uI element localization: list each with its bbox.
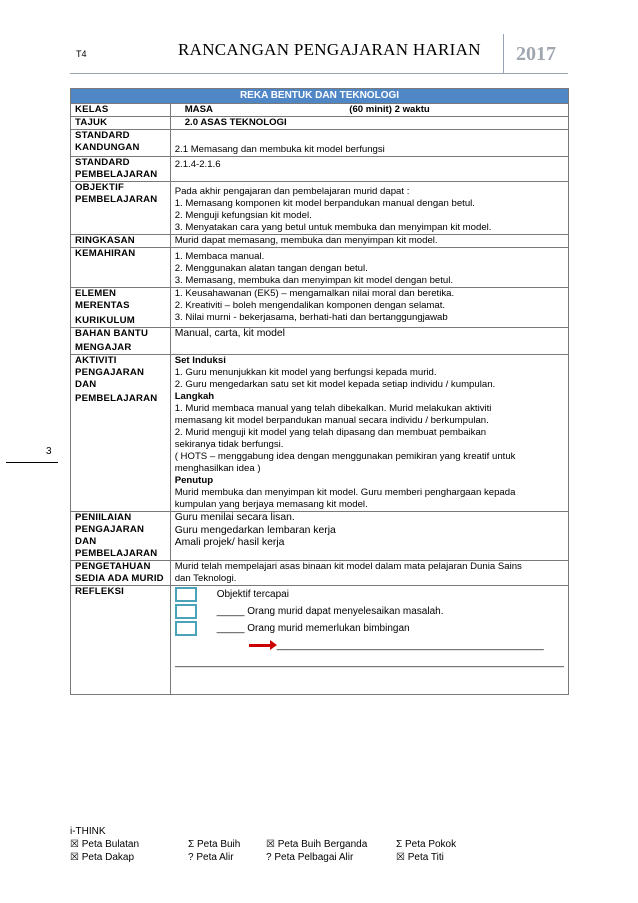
aktiviti-line: 1. Guru menunjukkan kit model yang berfungsi kepada murid. (174, 367, 437, 378)
penutup-heading: Penutup (174, 475, 214, 486)
elemen-line: 3. Nilai murni - bekerjasama, berhati-hati dan bertanggungjawab (174, 312, 448, 323)
ithink-item (70, 839, 188, 850)
objektif-line: Pada akhir pengajaran dan pembelajaran murid dapat : (174, 186, 410, 197)
sigma-icon: Σ (396, 839, 403, 850)
objektif-label-2: PEMBELAJARAN (75, 194, 158, 205)
row-standard-pembelajaran (71, 157, 569, 182)
objektif-value (170, 182, 568, 235)
row-ringkasan (71, 235, 569, 248)
penilaian-value (170, 512, 568, 561)
penilaian-line: Guru mengedarkan lembaran kerja (174, 524, 336, 536)
elemen-line: 1. Keusahawanan (EK5) – mengamalkan nilai moral dan beretika. (174, 288, 455, 299)
penilaian-label-1: PENIILAIAN (75, 512, 132, 523)
sk-text: 2.1 Memasang dan membuka kit model berfungsi (174, 144, 385, 155)
aktiviti-value (170, 355, 568, 512)
aktiviti-label-3: PEMBELAJARAN (75, 393, 158, 404)
ithink-item (70, 852, 188, 863)
page-number: 3 (46, 446, 52, 457)
kemahiran-line: 1. Membaca manual. (174, 251, 265, 262)
pengetahuan-line: Murid telah mempelajari asas binaan kit model dalam mata pelajaran Dunia Sains (174, 561, 522, 572)
sp-label-2: PEMBELAJARAN (75, 169, 158, 180)
ithink-label: Peta Buih Berganda (277, 839, 368, 850)
sk-label-1: STANDARD (75, 130, 130, 141)
ithink-footer (70, 826, 514, 863)
row-elemen (71, 288, 569, 328)
masa-value: (60 minit) 2 waktu (349, 104, 430, 115)
aktiviti-line: sekiranya tidak berfungsi. (174, 439, 284, 450)
ithink-item (396, 839, 514, 850)
masa-label: MASA (184, 104, 213, 115)
ithink-label: Peta Bulatan (81, 839, 140, 850)
tajuk-label: TAJUK (71, 117, 171, 130)
aktiviti-line: ( HOTS – menggabung idea dengan menggunakan pemikiran yang kreatif untuk (174, 451, 516, 462)
refleksi-line: ______________________________________________________________________ (174, 656, 564, 668)
ithink-label: Peta Alir (196, 852, 234, 863)
elemen-label-2: KURIKULUM (75, 315, 135, 326)
objektif-label (71, 182, 171, 235)
refleksi-line: Objektif tercapai (216, 588, 289, 600)
sp-value (170, 157, 568, 182)
kemahiran-line: 2. Menggunakan alatan tangan dengan betul. (174, 263, 368, 274)
row-objektif (71, 182, 569, 235)
aktiviti-line: Murid membuka dan menyimpan kit model. Guru memberi penghargaan kepada (174, 487, 516, 498)
objektif-line: 3. Menyatakan cara yang betul untuk membuka dan menyimpan kit model. (174, 222, 492, 233)
langkah-heading: Langkah (174, 391, 215, 402)
aktiviti-line: memasang kit model berpandukan manual secara individu / berkumpulan. (174, 415, 489, 426)
checkbox-icon[interactable] (175, 587, 197, 602)
objektif-label-1: OBJEKTIF (75, 182, 125, 193)
elemen-label (71, 288, 171, 328)
penilaian-line: Amali projek/ hasil kerja (174, 537, 285, 548)
aktiviti-label-2: PENGAJARAN DAN (75, 367, 145, 390)
lesson-plan-table (70, 88, 569, 686)
refleksi-value (170, 586, 568, 695)
aktiviti-label-1: AKTIVITI (75, 355, 117, 366)
bahan-label-2: MENGAJAR (75, 342, 132, 353)
header-title: RANCANGAN PENGAJARAN HARIAN (178, 40, 481, 59)
pengetahuan-label-1: PENGETAHUAN (75, 561, 151, 572)
bahan-label (71, 328, 171, 355)
arrow-right-icon (249, 644, 271, 647)
header-year: 2017 (503, 34, 568, 74)
kelas-label: KELAS (71, 104, 171, 117)
kemahiran-line: 3. Memasang, membuka dan menyimpan kit model dengan betul. (174, 275, 454, 286)
row-kelas (71, 104, 569, 117)
objektif-line: 1. Memasang komponen kit model berpandukan manual dengan betul. (174, 198, 475, 209)
checkbox-icon[interactable] (175, 604, 197, 619)
elemen-line: 2. Kreativiti – boleh mengendalikan komponen dengan selamat. (174, 300, 446, 311)
ithink-label: Peta Dakap (81, 852, 135, 863)
checkbox-icon: ☒ (70, 839, 79, 850)
row-refleksi (71, 586, 569, 695)
unknown-glyph-icon: ? (266, 852, 272, 863)
refleksi-label: REFLEKSI (71, 586, 171, 695)
bahan-label-1: BAHAN BANTU (75, 328, 149, 339)
ithink-label: Peta Pokok (404, 839, 457, 850)
row-bahan (71, 328, 569, 355)
checkbox-icon: ☒ (396, 852, 405, 863)
aktiviti-label (71, 355, 171, 512)
aktiviti-line: menghasilkan idea ) (174, 463, 261, 474)
aktiviti-line: 1. Murid membaca manual yang telah dibekalkan. Murid melakukan aktiviti (174, 403, 492, 414)
header-code: T4 (76, 49, 87, 59)
elemen-label-1: ELEMEN MERENTAS (75, 288, 130, 311)
pengetahuan-value (170, 561, 568, 586)
ringkasan-label: RINGKASAN (71, 235, 171, 248)
ithink-item (396, 852, 514, 863)
objektif-line: 2. Menguji kefungsian kit model. (174, 210, 312, 221)
sk-label-2: KANDUNGAN (75, 142, 140, 153)
tajuk-text: 2.0 ASAS TEKNOLOGI (184, 117, 287, 128)
ithink-label: Peta Pelbagai Alir (274, 852, 354, 863)
aktiviti-line: kumpulan yang berjaya memasang kit model. (174, 499, 368, 510)
row-aktiviti (71, 355, 569, 512)
ringkasan-value: Murid dapat memasang, membuka dan menyimpan kit model. (170, 235, 568, 248)
bahan-value: Manual, carta, kit model (170, 328, 568, 355)
row-standard-kandungan (71, 130, 569, 157)
sk-label (71, 130, 171, 157)
penilaian-label-3: PEMBELAJARAN (75, 548, 158, 559)
row-pengetahuan (71, 561, 569, 586)
sp-label-1: STANDARD (75, 157, 130, 168)
header-divider (70, 73, 568, 74)
refleksi-line: _____ Orang murid dapat menyelesaikan masalah. (216, 605, 444, 617)
refleksi-line: _____ Orang murid memerlukan bimbingan (216, 622, 410, 634)
penilaian-line: Guru menilai secara lisan. (174, 512, 295, 523)
refleksi-line: ________________________________________________ (276, 639, 544, 651)
ithink-label: Peta Buih (196, 839, 241, 850)
elemen-value (170, 288, 568, 328)
pengetahuan-label-2: SEDIA ADA MURID (75, 573, 164, 584)
tajuk-value (170, 117, 568, 130)
aktiviti-line: 2. Guru mengedarkan satu set kit model kepada setiap individu / kumpulan. (174, 379, 496, 390)
pengetahuan-line: dan Teknologi. (174, 573, 237, 584)
footer-title: i-THINK (70, 826, 106, 837)
row-penilaian (71, 512, 569, 561)
kemahiran-value (170, 248, 568, 288)
ithink-item (266, 852, 396, 863)
checkbox-icon: ☒ (266, 839, 275, 850)
pengetahuan-label (71, 561, 171, 586)
unknown-glyph-icon: ? (188, 852, 194, 863)
ithink-item (188, 852, 266, 863)
sigma-icon: Σ (188, 839, 195, 850)
sp-text: 2.1.4-2.1.6 (174, 159, 221, 170)
ithink-item (266, 839, 396, 850)
subject-banner: REKA BENTUK DAN TEKNOLOGI (71, 89, 569, 104)
page-number-rule (6, 462, 58, 463)
checkbox-icon[interactable] (175, 621, 197, 636)
page-header (70, 34, 568, 74)
row-tajuk (71, 117, 569, 130)
penilaian-label-2: PENGAJARAN DAN (75, 524, 145, 547)
kemahiran-label: KEMAHIRAN (71, 248, 171, 288)
penilaian-label (71, 512, 171, 561)
checkbox-icon: ☒ (70, 852, 79, 863)
set-induksi-heading: Set Induksi (174, 355, 226, 366)
aktiviti-line: 2. Murid menguji kit model yang telah dipasang dan membuat pembaikan (174, 427, 487, 438)
ithink-item (188, 839, 266, 850)
sp-label (71, 157, 171, 182)
kelas-value (170, 104, 568, 117)
ithink-label: Peta Titi (407, 852, 444, 863)
sk-value (170, 130, 568, 157)
row-kemahiran (71, 248, 569, 288)
